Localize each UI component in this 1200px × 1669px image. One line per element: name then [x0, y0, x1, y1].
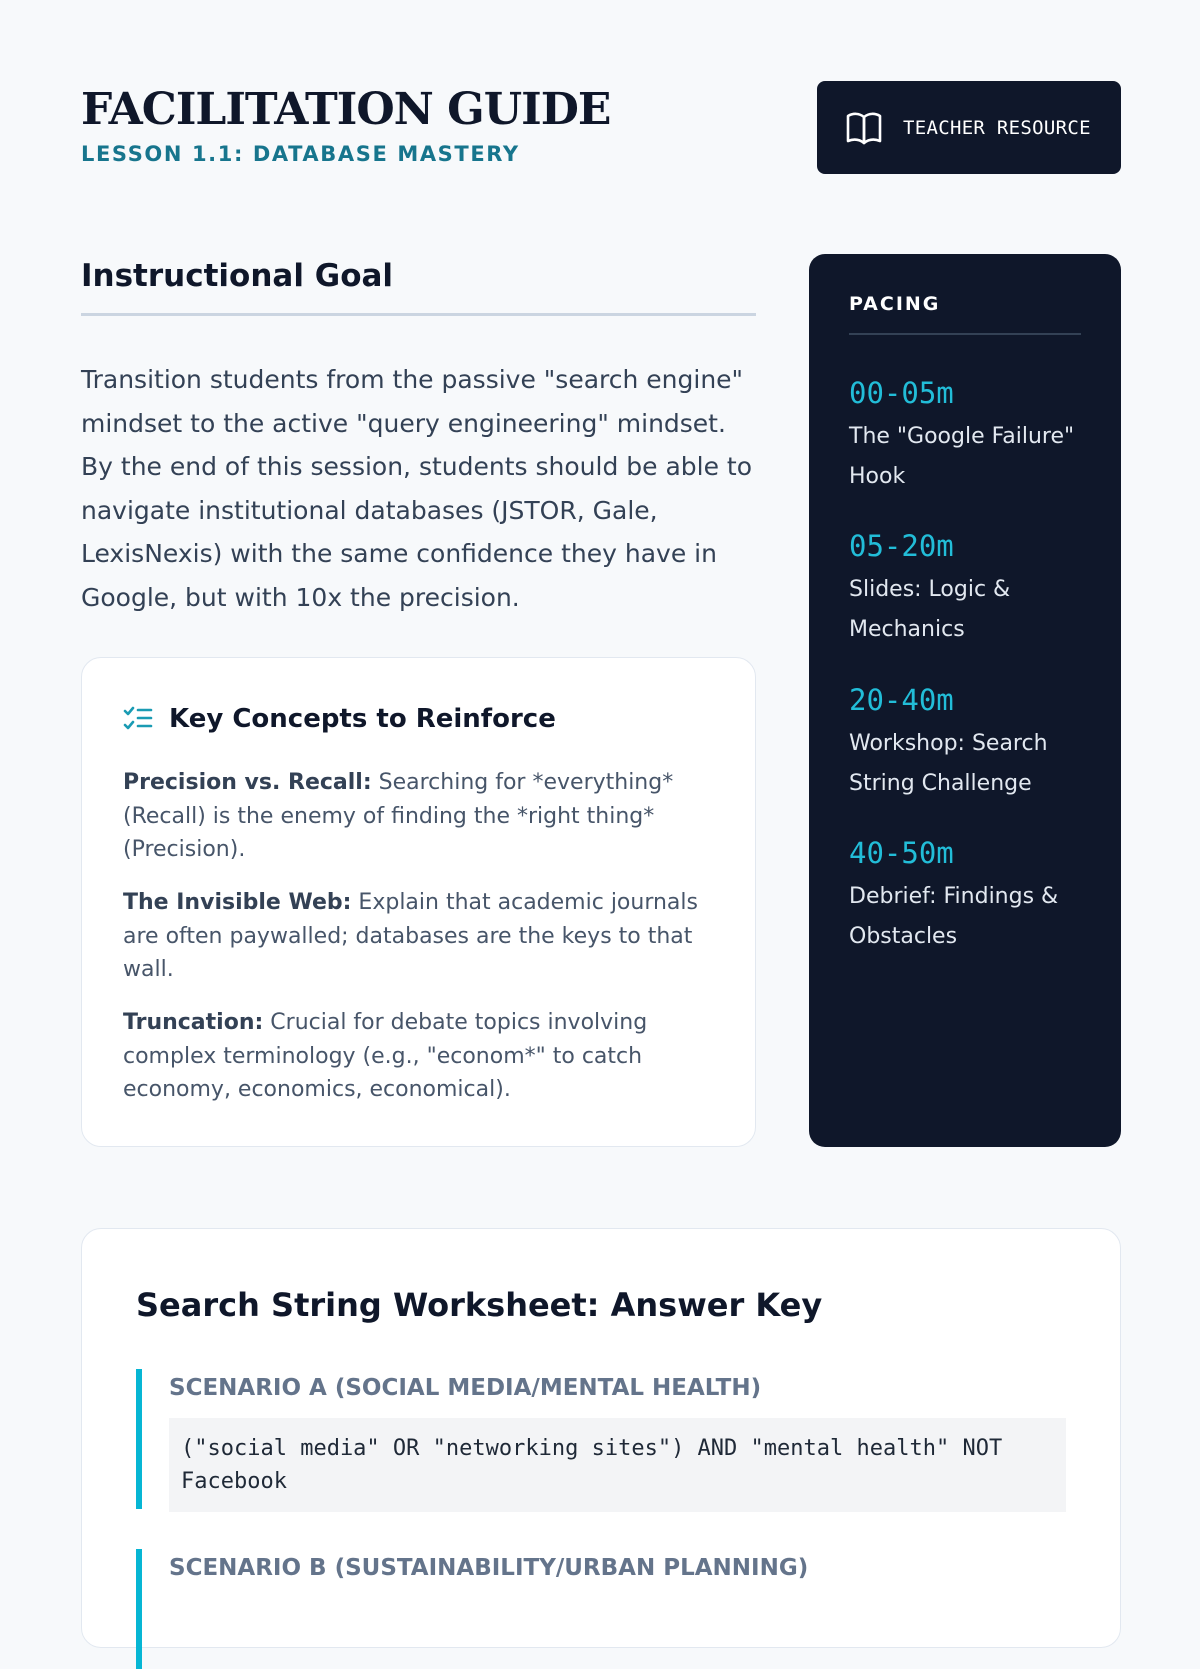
teacher-resource-badge [817, 81, 1121, 174]
pacing-item [849, 375, 1089, 497]
page-title: FACILITATION GUIDE [81, 84, 611, 135]
concept-item [123, 1006, 723, 1107]
concept-item [123, 766, 723, 867]
pacing-panel [809, 254, 1121, 1147]
pacing-time: 40-50m [849, 836, 954, 870]
instructional-goal-heading: Instructional Goal [81, 258, 394, 294]
concept-description: Explain that academic journals are often paywalled; databases are the keys to that wall. [123, 890, 698, 982]
pacing-time: 05-20m [849, 529, 954, 563]
pacing-activity: Workshop: Search String Challenge [849, 731, 1048, 796]
instructional-goal-text: Transition students from the passive "search engine" mindset to the active "query engineering" mindset. By the end of this session, students should be able to navigate institutional databases (JSTOR, Gale, LexisNexis) with the same confidence they have in Google, but with 10x the precision. [81, 365, 753, 612]
concept-term: Precision vs. Recall: [123, 770, 372, 795]
scenario-label: SCENARIO B (SUSTAINABILITY/URBAN PLANNING) [169, 1555, 809, 1581]
pacing-item [849, 528, 1089, 650]
scenario-block [136, 1369, 1066, 1509]
checklist-icon [123, 705, 153, 733]
heading-divider [81, 313, 756, 316]
worksheet-title: Search String Worksheet: Answer Key [136, 1286, 823, 1324]
concept-term: Truncation: [123, 1010, 264, 1035]
pacing-item [849, 682, 1089, 804]
badge-label: TEACHER RESOURCE [903, 116, 1091, 139]
concept-term: The Invisible Web: [123, 890, 352, 915]
pacing-activity: The "Google Failure" Hook [849, 424, 1075, 489]
key-concepts-card [81, 657, 756, 1147]
concept-item [123, 886, 723, 987]
pacing-title: PACING [849, 293, 941, 315]
scenario-block [136, 1549, 1066, 1669]
search-string-code: ("social media" OR "networking sites") AND "mental health" NOT Facebook [169, 1418, 1066, 1512]
scenario-label: SCENARIO A (SOCIAL MEDIA/MENTAL HEALTH) [169, 1375, 762, 1401]
pacing-divider [849, 333, 1081, 335]
key-concepts-title: Key Concepts to Reinforce [169, 704, 556, 734]
lesson-subtitle: LESSON 1.1: DATABASE MASTERY [81, 142, 520, 166]
page-header [81, 84, 1121, 184]
key-concepts-header [123, 704, 556, 734]
pacing-activity: Slides: Logic & Mechanics [849, 577, 1011, 642]
concept-description: Searching for *everything* (Recall) is the enemy of finding the *right thing* (Precision). [123, 770, 674, 862]
open-book-icon [845, 110, 883, 146]
pacing-time: 20-40m [849, 683, 954, 717]
pacing-item [849, 835, 1089, 957]
pacing-time: 00-05m [849, 376, 954, 410]
worksheet-answer-key [81, 1228, 1121, 1648]
pacing-activity: Debrief: Findings & Obstacles [849, 884, 1059, 949]
concept-description: Crucial for debate topics involving complex terminology (e.g., "econom*" to catch economy, economics, economical). [123, 1010, 648, 1102]
